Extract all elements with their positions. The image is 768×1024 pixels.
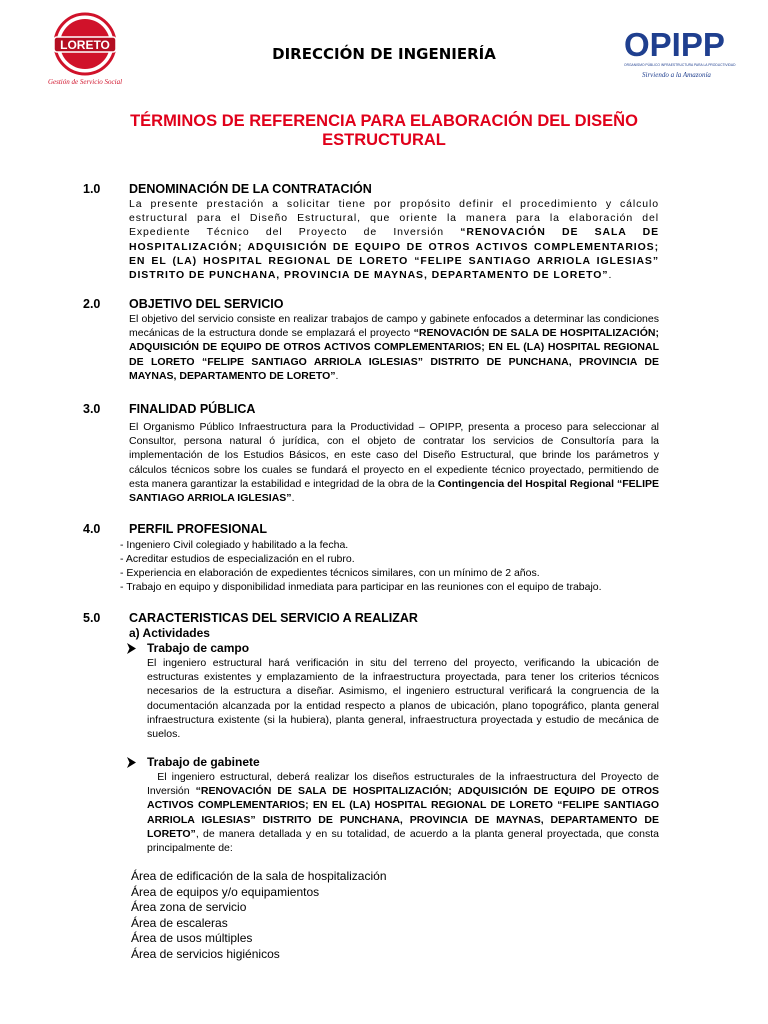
- document-title-line1: TÉRMINOS DE REFERENCIA PARA ELABORACIÓN DEL DISEÑO: [130, 112, 638, 130]
- list-item: - Trabajo en equipo y disponibilidad inmediata para participar en las reuniones con el equipo de trabajo.: [120, 581, 602, 593]
- arrowhead-bullet-icon: [126, 643, 137, 654]
- document-title: [100, 112, 668, 150]
- list-item: - Ingeniero Civil colegiado y habilitado a la fecha.: [120, 539, 349, 551]
- section-label: OBJETIVO DEL SERVICIO: [129, 297, 284, 311]
- body-text-end: .: [608, 269, 613, 282]
- body-text: La presente prestación a solicitar tiene por propósito definir el procedimiento y cálculo estructural para el Diseño Estructural, que oriente la manera para la elaboración del Expediente Técnico del Proyecto de Inversión: [129, 198, 659, 239]
- office-work-heading: Trabajo de gabinete: [147, 755, 260, 769]
- body-text-end: .: [291, 492, 295, 505]
- field-work-body: El ingeniero estructural hará verificación in situ del terreno del proyecto, verificando la ubicación de estructuras existentes y emplazamiento de la infraestructura proyectada, para tener los criterios técnicos necesarios de la estructura a diseñar. Asimismo, el ingeniero estructural verificará la congruencia de la documentación alcanzada por la entidad respecto a planos de ubicación, plano topográfico, planta general infraestructura existente (si la hubiera), planta general, infraestructura proyectada y estudio de mecánica de suelos.: [147, 657, 659, 741]
- header-title: DIRECCIÓN DE INGENIERÍA: [272, 45, 496, 63]
- project-name: “RENOVACIÓN DE SALA DE HOSPITALIZACIÓN; ADQUISICIÓN DE EQUIPO DE OTROS ACTIVOS COMPLEMENTARIOS; EN EL (LA) HOSPITAL REGIONAL DE LORETO “FELIPE SANTIAGO ARRIOLA IGLESIAS” DISTRITO DE PUNCHANA, PROVINCIA DE MAYNAS, DEPARTAMENTO DE LORETO”: [147, 785, 662, 840]
- section-3-body: [129, 420, 659, 505]
- section-label: CARACTERISTICAS DEL SERVICIO A REALIZAR: [129, 611, 418, 625]
- section-number: 3.0: [83, 402, 101, 416]
- section-label: PERFIL PROFESIONAL: [129, 522, 267, 536]
- activities-heading: a) Actividades: [129, 626, 210, 640]
- area-list-item: Área de equipos y/o equipamientos: [131, 884, 320, 899]
- opipp-tagline: Sirviendo a la Amazonía: [642, 71, 711, 79]
- project-name: “RENOVACIÓN DE SALA DE HOSPITALIZACIÓN; ADQUISICIÓN DE EQUIPO DE OTROS ACTIVOS COMPLEMENTARIOS; EN EL (LA) HOSPITAL REGIONAL DE LORETO “FELIPE SANTIAGO ARRIOLA IGLESIAS” DISTRITO DE PUNCHANA, PROVINCIA DE MAYNAS, DEPARTAMENTO DE LORETO”: [129, 226, 660, 282]
- arrowhead-bullet-icon: [126, 757, 137, 768]
- opipp-subtitle: ORGANISMO PÚBLICO INFRAESTRUCTURA PARA LA PRODUCTIVIDAD: [624, 63, 736, 67]
- section-1-body: [129, 197, 659, 282]
- opipp-logo: [622, 22, 742, 84]
- project-name: “RENOVACIÓN DE SALA DE HOSPITALIZACIÓN; ADQUISICIÓN DE EQUIPO DE OTROS ACTIVOS COMPLEMENTARIOS; EN EL (LA) HOSPITAL REGIONAL DE LORETO “FELIPE SANTIAGO ARRIOLA IGLESIAS” DISTRITO DE PUNCHANA, PROVINCIA DE MAYNAS, DEPARTAMENTO DE LORETO”: [129, 327, 659, 382]
- document-header: [0, 0, 768, 95]
- area-list-item: Área de edificación de la sala de hospitalización: [131, 869, 387, 883]
- area-list-item: Área zona de servicio: [131, 900, 247, 914]
- body-text-end: .: [335, 369, 339, 382]
- body-text: El objetivo del servicio consiste en realizar trabajos de campo y gabinete enfocados a determinar las condiciones mecánicas de la estructura donde se emplazará el proyecto: [129, 313, 659, 340]
- section-2-body: [129, 312, 659, 383]
- hospital-name: Contingencia del Hospital Regional “FELIPE SANTIAGO ARRIOLA IGLESIAS”: [129, 477, 659, 505]
- section-number: 5.0: [83, 611, 101, 625]
- area-list-item: Área de escaleras: [131, 915, 228, 930]
- body-text-end: , de manera detallada y en su totalidad, de acuerdo a la planta general proyectada, que consta principalmente de:: [147, 827, 662, 855]
- office-work-body: [147, 770, 662, 855]
- section-number: 4.0: [83, 522, 101, 536]
- body-text: El ingeniero estructural, deberá realizar los diseños estructurales de la infraestructura del Proyecto de Inversión: [147, 771, 662, 798]
- list-item: - Experiencia en elaboración de expedientes técnicos similares, con un mínimo de 2 años.: [120, 567, 540, 579]
- document-title-line2: ESTRUCTURAL: [322, 131, 446, 149]
- loreto-logo-text: LORETO: [60, 38, 110, 52]
- loreto-tagline: Gestión de Servicio Social: [47, 78, 123, 86]
- section-number: 1.0: [83, 182, 101, 196]
- section-label: DENOMINACIÓN DE LA CONTRATACIÓN: [129, 182, 372, 196]
- section-number: 2.0: [83, 297, 101, 311]
- list-item: - Acreditar estudios de especialización en el rubro.: [120, 553, 355, 565]
- opipp-logo-text: OPIPP: [624, 26, 725, 63]
- field-work-heading: Trabajo de campo: [147, 641, 250, 655]
- body-text: El Organismo Público Infraestructura para la Productividad – OPIPP, presenta a proceso para seleccionar al Consultor, persona natural ó jurídica, con el objeto de contratar los servicios de Consultoría para la implementación de los Estudios Básicos, en este caso del Diseño Estructural, que brinde los parámetros y cálculos técnicos sobre los cuales se fundará el proyecto en el expediente técnico proyectado, permitiendo de esta manera garantizar la estabilidad e integridad de la obra de la: [129, 421, 659, 490]
- area-list-item: Área de servicios higiénicos: [131, 946, 280, 961]
- section-label: FINALIDAD PÚBLICA: [129, 402, 256, 416]
- area-list-item: Área de usos múltiples: [131, 931, 253, 945]
